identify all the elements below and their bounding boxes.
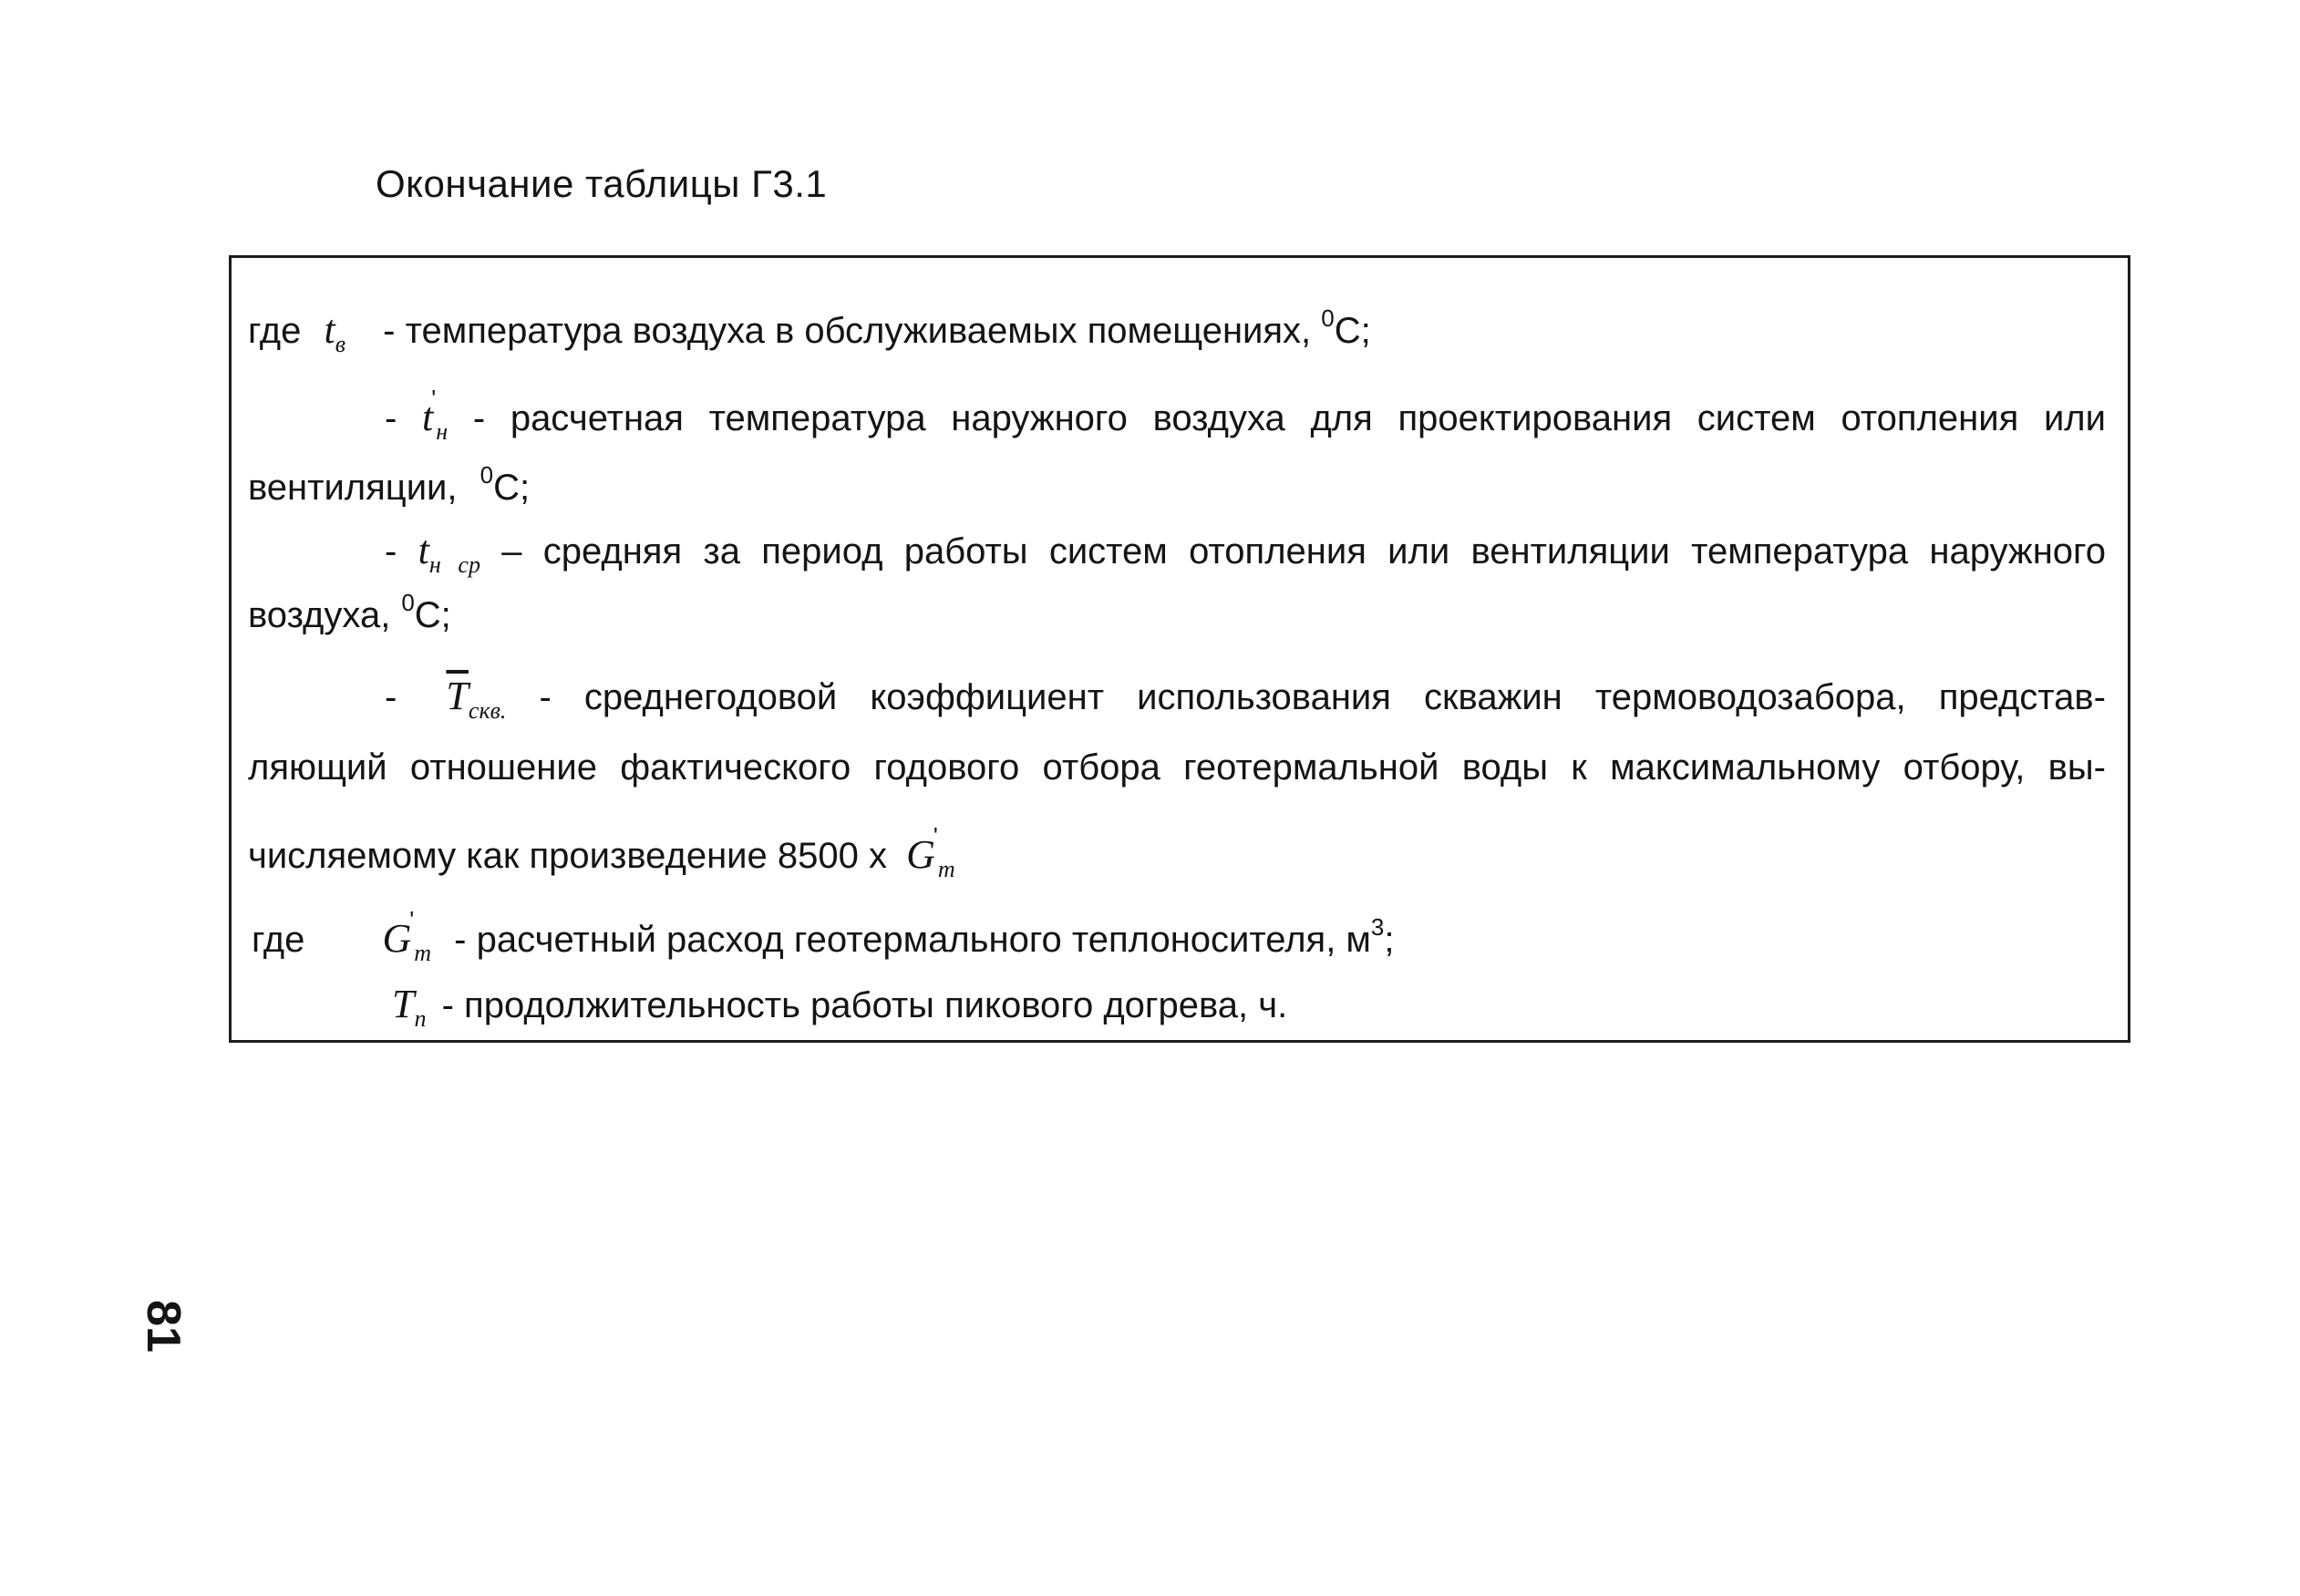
line-end: ; (1384, 920, 1395, 960)
degree-sign: 0 (1321, 304, 1335, 332)
unit: С; (414, 595, 451, 635)
unit: С; (493, 468, 531, 508)
dash: - (385, 531, 397, 571)
symbol-G: G (382, 916, 412, 961)
symbol-t: t (422, 395, 434, 439)
row-tv (248, 306, 1371, 356)
dash: - (385, 677, 397, 717)
row-tn-cont (248, 463, 530, 506)
degree-sign: 0 (401, 589, 415, 616)
power-superscript: 3 (1370, 913, 1385, 941)
description: - расчетная температура наружного воздуха для проектирования систем отопления или (472, 398, 2106, 438)
row-tskv-cont2 (248, 824, 955, 881)
page-number: 81 (136, 1300, 190, 1353)
prime-mark: ' (933, 822, 938, 849)
symbol-sub: н ср (428, 551, 480, 578)
row-tncp-cont (248, 591, 451, 633)
unit: С; (1334, 311, 1371, 351)
row-tn (385, 386, 2106, 444)
symbol-T: T (392, 982, 415, 1026)
where-label: где (252, 920, 305, 960)
prime-mark: ' (431, 385, 437, 412)
symbol-sub: т (937, 856, 955, 882)
prime-mark: ' (409, 906, 415, 933)
row-tncp (385, 530, 2106, 577)
description: вентиляции, (248, 468, 458, 508)
dash: - (385, 398, 397, 438)
description: - расчетный расход геотермального теплоносителя, м (454, 920, 1371, 960)
table-caption: Окончание таблицы Г3.1 (376, 162, 828, 205)
row-tskv-cont1 (248, 749, 2106, 786)
description: числяемому как произведение 8500 х (248, 836, 887, 876)
row-tskv (385, 676, 2106, 723)
symbol-T: $\overline{T}$ (446, 674, 469, 718)
degree-sign: 0 (480, 461, 494, 489)
symbol-t: t (324, 307, 335, 352)
symbol-sub: н (436, 418, 449, 445)
symbol-sub: в (335, 331, 346, 357)
description: - температура воздуха в обслуживаемых помещениях, (383, 311, 1312, 351)
description: воздуха, (248, 595, 391, 635)
symbol-t: t (418, 528, 429, 572)
row-gt (252, 908, 1395, 965)
symbol-sub: п (414, 1005, 427, 1032)
symbol-sub: т (414, 940, 432, 966)
where-label: где (248, 311, 302, 351)
symbol-sub: скв. (468, 697, 507, 724)
description: ляющий отношение фактического годового отбора геотермальной воды к максимальному отбору, вы- (248, 747, 2106, 788)
description: - продолжительность работы пикового догрева, ч. (441, 985, 1288, 1025)
description: – средняя за период работы систем отопления или вентиляции температура наружного (501, 531, 2106, 571)
description: - среднегодовой коэффициент использования скважин термоводозабора, представ- (539, 677, 2106, 717)
row-tp (392, 984, 1287, 1031)
symbol-G: G (906, 832, 935, 877)
